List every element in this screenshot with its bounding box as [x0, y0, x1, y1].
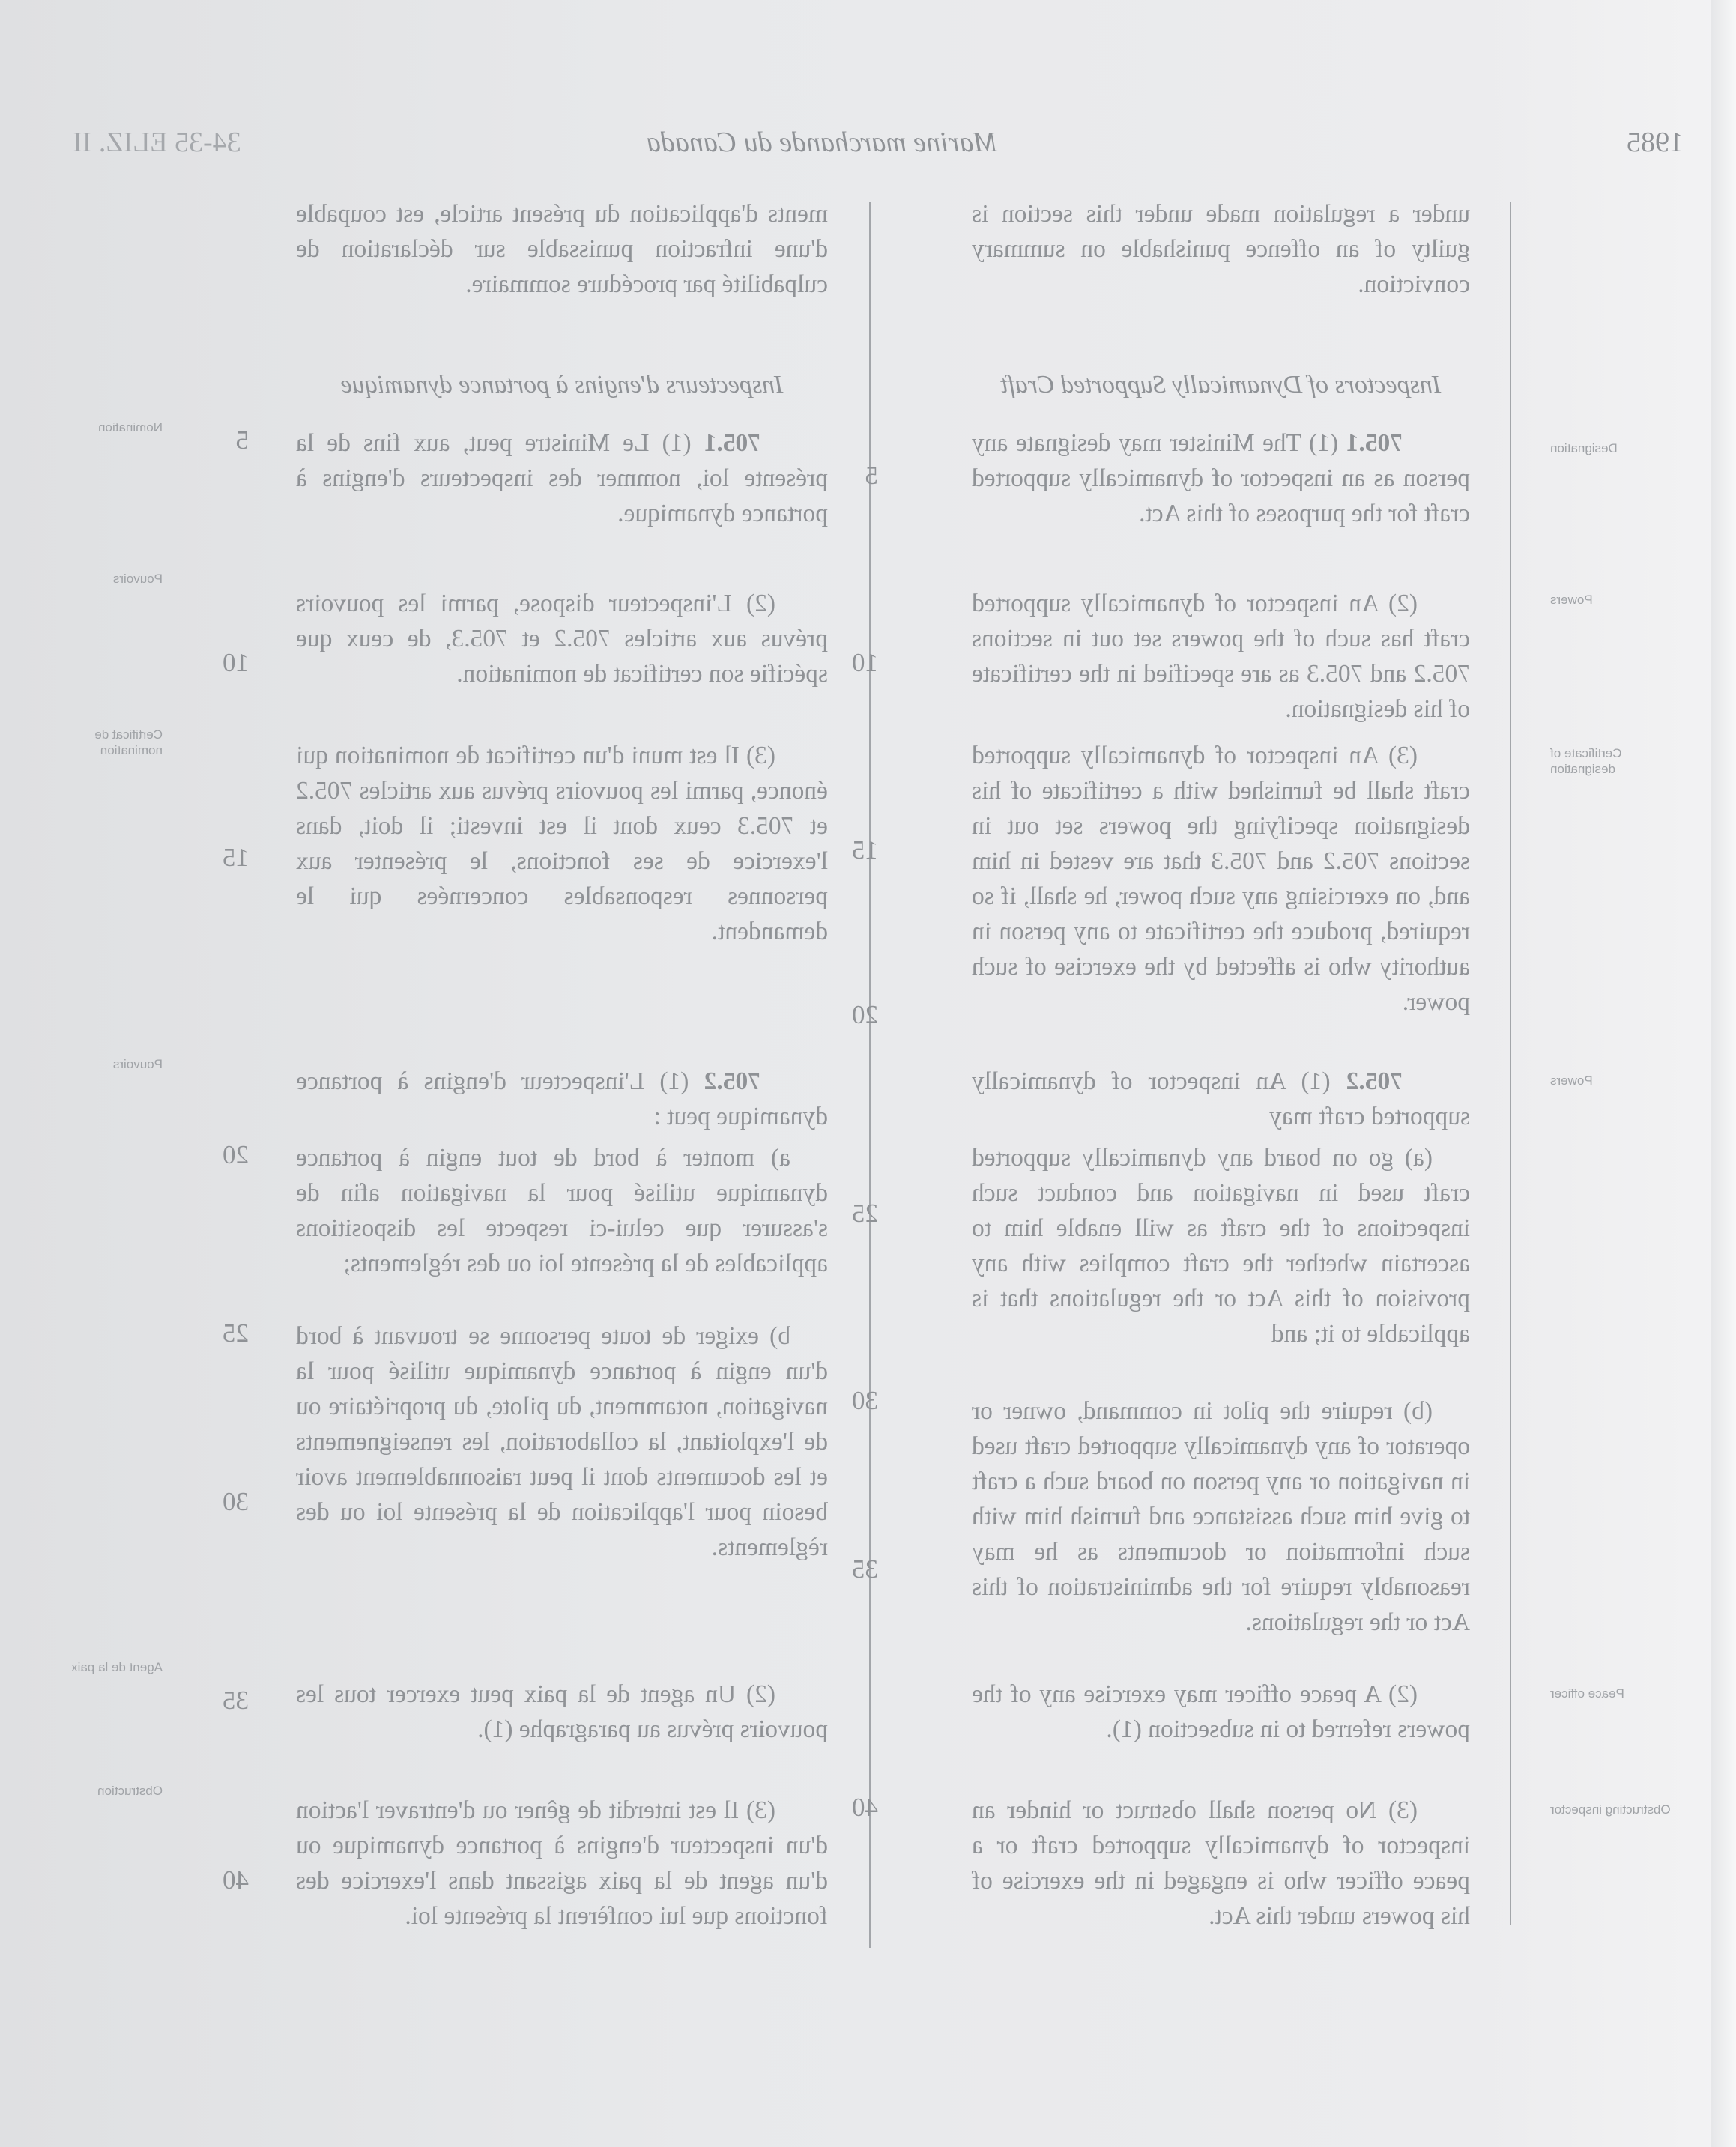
line-number: 35	[852, 1554, 878, 1584]
french-705-1-2: (2) L'inspecteur dispose, parmi les pouvoirs prévus aux articles 705.2 et 705.3, de ceux que spécifie son certificat de nomination.	[296, 590, 828, 688]
line-number: 20	[223, 1140, 249, 1169]
line-number: 25	[223, 1318, 249, 1348]
margin-note-certificat: Certificat de nomination	[94, 727, 163, 757]
line-number: 40	[223, 1865, 249, 1895]
english-705-2-1-text: (1) An inspector of dynamically supported craft may	[971, 1068, 1470, 1130]
english-705-1-1	[972, 426, 1470, 531]
english-705-1-2: (2) An inspector of dynamically supported craft has such of the powers set out in sections 705.2 and 705.3 as are specified in the certificate of his designation.	[972, 590, 1470, 723]
french-705-1-1-text: (1) Le Ministre peut, aux fins de la présente loi, nommer des inspecteurs d'engins à portance dynamique.	[296, 429, 828, 527]
english-705-1-3: (3) An inspector of dynamically supported craft shall be furnished with a certificate of his designation specifying the powers set out in sections 705.2 and 705.3 that are vested in him and, on exercising any such power, he shall, if so required, produce the certificate to any person in authority who is affected by the exercise of such power.	[972, 742, 1470, 1016]
line-number: 5	[865, 461, 878, 490]
running-head-page-label: 34-35 ELIZ. II	[73, 127, 241, 158]
french-705-2-1	[296, 1064, 828, 1134]
line-number: 30	[223, 1487, 249, 1516]
french-705-2-2: (2) Un agent de la paix peut exercer tous les pouvoirs prévus au paragraphe (1).	[296, 1680, 828, 1743]
margin-note-agent-de-la-paix: Agent de la paix	[71, 1660, 163, 1674]
line-number: 10	[223, 648, 249, 677]
section-number: 705.1	[704, 429, 760, 457]
english-section-heading: Inspectors of Dynamically Supported Craft	[1000, 371, 1442, 399]
margin-note-peace-officer: Peace officer	[1550, 1686, 1624, 1701]
french-intro-text: ments d'application du présent article, est coupable d'une infraction punissable sur déclaration de culpabilité par procédure sommaire.	[296, 200, 828, 298]
margin-rule	[1510, 202, 1511, 1925]
french-705-1-1	[296, 426, 828, 531]
line-number: 5	[235, 426, 249, 455]
running-head-title: Marine marchande du Canada	[646, 127, 998, 158]
section-number: 705.2	[704, 1068, 760, 1095]
line-number: 40	[852, 1793, 878, 1822]
french-705-2-3: (3) Il est interdit de gêner ou d'entraver l'action d'un inspecteur d'engins à portance dynamique ou d'un agent de la paix agissant dans l'exercice des fonctions que lui confèrent la présente loi.	[296, 1796, 828, 1930]
english-705-2-1-a: (a) go on board any dynamically supported craft used in navigation and conduct such inspections of the craft as will enable him to ascertain whether the craft complies with any provision of this Act or the regulations that is applicable to it; and	[972, 1144, 1470, 1348]
line-number: 25	[852, 1199, 878, 1228]
margin-note-nomination: Nomination	[98, 420, 163, 434]
line-number: 15	[852, 835, 878, 864]
margin-note-obstruction: Obstruction	[97, 1784, 163, 1798]
paper-edge	[1711, 0, 1736, 2147]
section-number: 705.1	[1346, 429, 1403, 457]
english-705-1-1-text: (1) The Minister may designate any person as an inspector of dynamically supported craft for the purposes of this Act.	[972, 429, 1470, 527]
english-705-2-2: (2) A peace officer may exercise any of the powers referred to in subsection (1).	[972, 1680, 1470, 1743]
english-column	[972, 196, 1470, 302]
french-705-2-1-text: (1) L'inspecteur d'engins à portance dynamique peut :	[295, 1068, 828, 1130]
line-number: 35	[223, 1686, 249, 1715]
margin-note-powers: Powers	[1550, 593, 1593, 607]
french-705-1-3: (3) Il est muni d'un certificat de nomination qui énonce, parmi les pouvoirs prévus aux articles 705.2 et 705.3 ceux dont il est investi; il doit, dans l'exercice de ses fonctions, le présenter aux personnes responsables concernées qui le demandent.	[296, 742, 828, 945]
french-705-2-1-a: a) monter à bord de tout engin à portance dynamique utilisé pour la navigation afin de s'assurer que celui-ci respecte les dispositions applicables de la présente loi ou des règlements;	[296, 1144, 828, 1277]
english-705-2-1-b: (b) require the pilot in command, owner or operator of any dynamically supported craft used in navigation or any person on board such a craft to give him such assistance and furnish him with such information or documents as he may reasonably require for the administration of this Act or the regulations.	[972, 1397, 1470, 1636]
french-705-2-1-b: b) exiger de toute personne se trouvant à bord d'un engin à portance dynamique utilisé pour la navigation, notamment, du pilote, du propriétaire ou de l'exploitant, la collaboration, les renseignements et les documents dont il peut raisonnablement avoir besoin pour l'application de la présente loi ou des règlements.	[296, 1322, 828, 1561]
margin-note-pouvoirs: Pouvoirs	[112, 1057, 163, 1071]
english-705-2-1	[972, 1064, 1470, 1134]
line-number: 15	[223, 843, 249, 872]
margin-note-designation: Designation	[1550, 441, 1618, 455]
margin-note-certificate: Certificate of designation	[1550, 746, 1622, 776]
margin-note-pouvoirs: Pouvoirs	[112, 572, 163, 586]
margin-note-obstructing: Obstructing inspector	[1550, 1802, 1671, 1817]
french-column	[296, 196, 828, 302]
line-number: 10	[852, 648, 878, 677]
french-section-heading: Inspecteurs d'engins à portance dynamique	[340, 371, 784, 399]
margin-note-powers: Powers	[1550, 1074, 1593, 1088]
running-head-year: 1985	[1627, 127, 1684, 158]
english-intro-text: under a regulation made under this section is guilty of an offence punishable on summary conviction.	[972, 200, 1470, 298]
line-number: 30	[852, 1386, 878, 1415]
section-number: 705.2	[1346, 1068, 1403, 1095]
english-705-2-3: (3) No person shall obstruct or hinder an inspector of dynamically supported craft or a peace officer who is engaged in the exercise of his powers under this Act.	[972, 1796, 1470, 1930]
line-number: 20	[852, 1000, 878, 1029]
